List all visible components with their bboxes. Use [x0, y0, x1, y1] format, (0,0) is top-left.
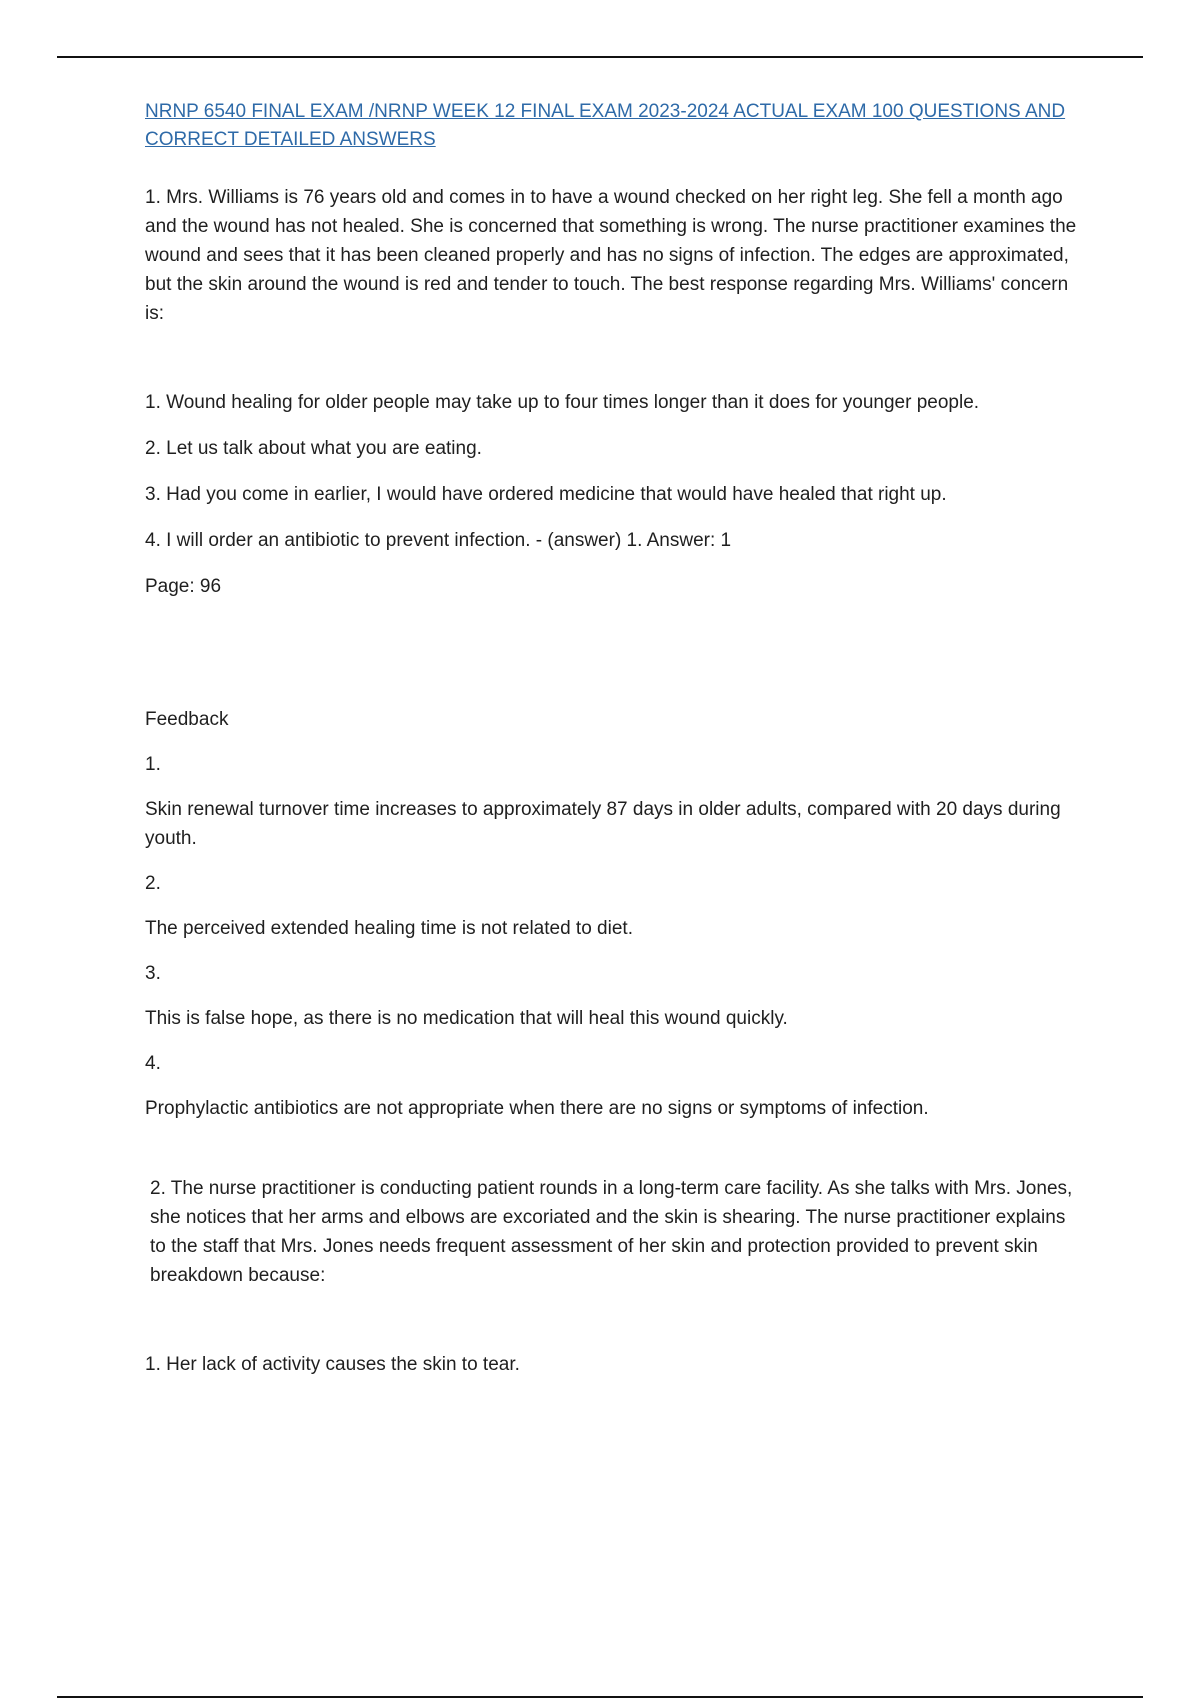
feedback-number: 4. — [145, 1053, 161, 1074]
feedback-number: 2. — [145, 873, 161, 894]
question-1-option-3: 3. Had you come in earlier, I would have ordered medicine that would have healed that right up. — [145, 484, 947, 505]
feedback-number: 3. — [145, 963, 161, 984]
top-rule — [57, 56, 1143, 58]
page-reference: Page: 96 — [145, 576, 222, 597]
question-1-option-4: 4. I will order an antibiotic to prevent infection. - (answer) 1. Answer: 1 — [145, 530, 732, 551]
document-title-link[interactable]: NRNP 6540 FINAL EXAM /NRNP WEEK 12 FINAL EXAM 2023-2024 ACTUAL EXAM 100 QUESTIONS AND CORRECT DETAILED ANSWERS — [145, 101, 1066, 150]
bottom-rule — [57, 1696, 1143, 1698]
question-2-option-1: 1. Her lack of activity causes the skin to tear. — [145, 1354, 520, 1375]
feedback-text: Prophylactic antibiotics are not appropriate when there are no signs or symptoms of infection. — [145, 1098, 929, 1119]
feedback-number: 1. — [145, 754, 161, 775]
question-1-option-2: 2. Let us talk about what you are eating. — [145, 438, 482, 459]
feedback-text: Skin renewal turnover time increases to approximately 87 days in older adults, compared with 20 days during youth. — [145, 799, 1061, 849]
feedback-text: This is false hope, as there is no medication that will heal this wound quickly. — [145, 1008, 788, 1029]
feedback-text: The perceived extended healing time is not related to diet. — [145, 918, 633, 939]
question-2-stem: 2. The nurse practitioner is conducting patient rounds in a long-term care facility. As she talks with Mrs. Jones, she notices that her arms and elbows are excoriated and the skin is shearing. The nurse practitioner explains to the staff that Mrs. Jones needs frequent assessment of her skin and protection provided to prevent skin breakdown because: — [150, 1178, 1073, 1286]
feedback-heading: Feedback — [145, 709, 229, 730]
document-body — [145, 98, 1085, 1396]
question-1-option-1: 1. Wound healing for older people may take up to four times longer than it does for younger people. — [145, 392, 980, 413]
question-1-stem: 1. Mrs. Williams is 76 years old and comes in to have a wound checked on her right leg. She fell a month ago and the wound has not healed. She is concerned that something is wrong. The nurse practitioner examines the wound and sees that it has been cleaned properly and has no signs of infection. The edges are approximated, but the skin around the wound is red and tender to touch. The best response regarding Mrs. Williams' concern is: — [145, 187, 1077, 324]
